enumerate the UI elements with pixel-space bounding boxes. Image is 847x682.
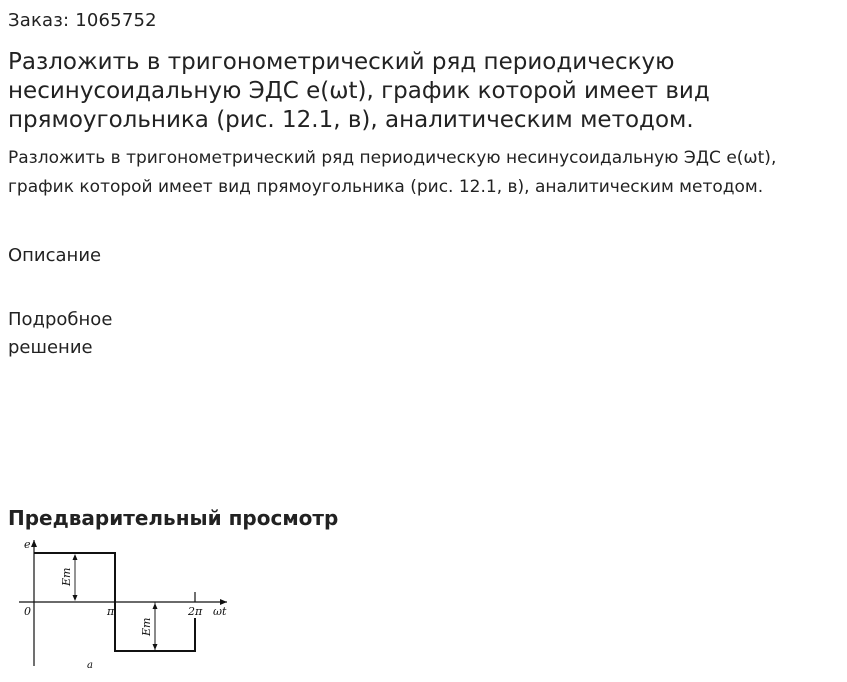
tick-pi-label: π (107, 605, 115, 618)
detailed-solution-label: Подробное решение (8, 309, 113, 358)
description-label: Описание (8, 245, 102, 266)
preview-heading: Предварительный просмотр (8, 506, 339, 530)
origin-label: 0 (24, 605, 31, 618)
y-axis-label: e (24, 538, 31, 551)
task-body: Разложить в тригонометрический ряд периодическую несинусоидальную ЭДС e(ωt), график которой имеет вид прямоугольника (рис. 12.1, в), аналитическим методом. (8, 148, 777, 197)
preview-figure (15, 534, 235, 670)
tick-2pi-label: 2π (188, 605, 203, 618)
order-number: Заказ: 1065752 (8, 10, 157, 31)
y-axis-arrow-icon (31, 540, 37, 547)
amplitude-top-label: Em (60, 567, 73, 586)
amplitude-bottom-label: Em (140, 617, 153, 636)
x-axis-label: ωt (213, 605, 227, 618)
figure-sub-label: a (87, 660, 93, 670)
task-title: Разложить в тригонометрический ряд периодическую несинусоидальную ЭДС e(ωt), график которой имеет вид прямоугольника (рис. 12.1, в), аналитическим методом. (8, 49, 710, 133)
